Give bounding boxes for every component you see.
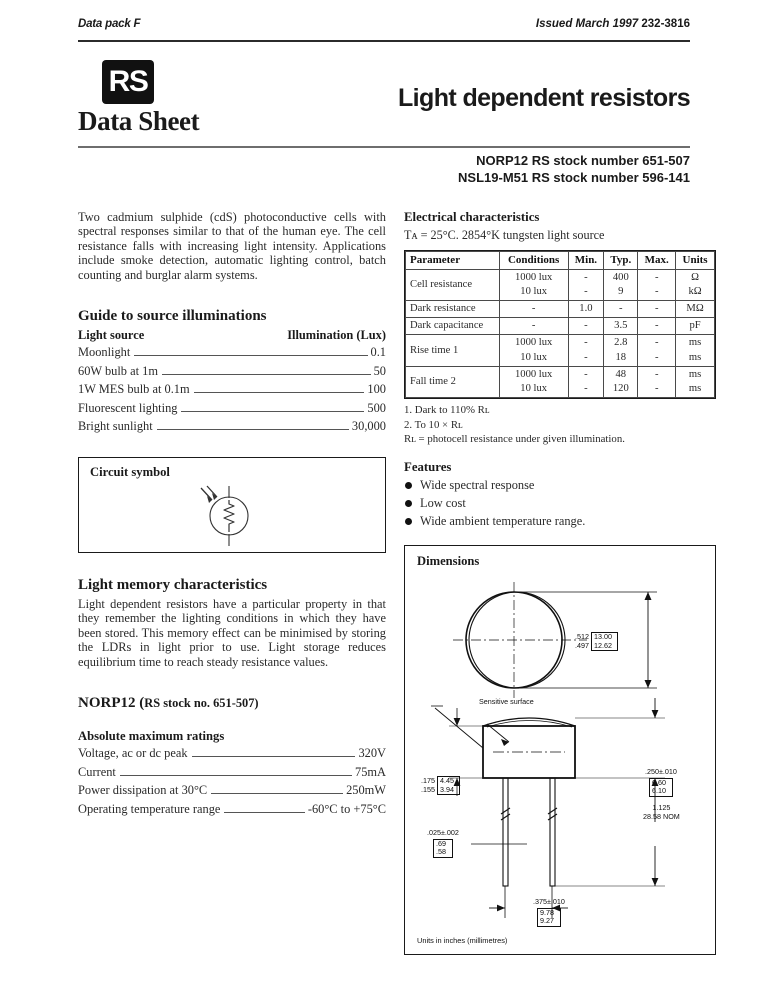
sensitive-surface-label: Sensitive surface [479,696,534,706]
issued-date: Issued March 1997 [535,18,639,30]
list-item: Wide ambient temperature range. [404,513,716,531]
ratings-heading: Absolute maximum ratings [78,728,225,743]
list-item: Wide spectral response [404,477,716,495]
issue-info [536,18,690,30]
page-title: Light dependent resistors [398,84,690,112]
col-typ: Typ. [604,252,638,270]
table-row: Dark capacitance - - 3.5 - pF [406,318,715,335]
illumination-heading: Guide to source illuminations [78,307,267,324]
ldr-circuit-symbol-icon [179,474,279,554]
table-row: Rise time 1 1000 lux 10 lux - - 2.8 18 - - ms ms [406,335,715,366]
lead-spacing-dimension: .375±.010 9.78 9.27 [533,896,565,926]
electrical-table-wrapper [404,250,716,399]
overall-height-dimension: .250±.010 6.60 6.10 [645,766,677,796]
dimensions-box [404,545,716,955]
circuit-symbol-label: Circuit symbol [90,465,170,479]
illumination-col-value: Illumination (Lux) [287,327,386,342]
electrical-conditions-note: Tᴀ = 25°C. 2854°K tungsten light source [404,228,605,242]
intro-paragraph: Two cadmium sulphide (cdS) photoconductive cells with spectral responses similar to that of the human eye. The cell resistance falls with increasing light intensity. Applications include smoke detection, automatic lighting control, batch counting and burglar alarm systems. [78,210,386,282]
illumination-table-header [78,328,386,343]
ratings-list [78,744,386,818]
list-item: Power dissipation at 30°C 250mW [78,783,386,798]
col-parameter: Parameter [406,252,500,270]
norp12-heading: NORP12 (RS stock no. 651-507) [78,694,259,711]
list-item: Current 75mA [78,764,386,779]
stock-line-nsl19: NSL19-M51 RS stock number 596-141 [458,170,690,186]
header-divider [78,40,690,42]
features-heading: Features [404,459,452,474]
list-item: Low cost [404,495,716,513]
data-pack-label: Data pack F [78,18,141,30]
electrical-heading: Electrical characteristics [404,210,540,224]
table-header-row [406,252,715,270]
right-column [404,210,716,955]
col-units: Units [676,252,715,270]
illumination-col-source: Light source [78,327,145,342]
title-divider [78,146,690,148]
table-row: Dark resistance - 1.0 - - MΩ [406,301,715,318]
page-header [78,18,690,42]
units-note: Units in inches (millimetres) [417,935,508,945]
list-item: 1W MES bulb at 0.1m 100 [78,382,386,397]
illumination-list [78,343,386,436]
col-max: Max. [638,252,676,270]
col-min: Min. [568,252,604,270]
diameter-dimension: .512 .497 13.00 12.62 [575,632,618,652]
list-item: Bright sunlight 30,000 [78,419,386,434]
body-height-dimension: .175 .155 4.45 3.94 [421,776,460,796]
list-item: 60W bulb at 1m 50 [78,363,386,378]
circuit-symbol-box [78,457,386,553]
document-number: 232-3816 [641,18,690,30]
footnote-3: Rʟ = photocell resistance under given illumination. [404,433,625,446]
footnote-2: 2. To 10 × Rʟ [404,418,463,431]
stock-line-norp12: NORP12 RS stock number 651-507 [476,153,690,168]
dimensions-label: Dimensions [417,553,480,568]
lead-length-dimension: 1.125 28.58 NOM [643,802,680,821]
list-item: Voltage, ac or dc peak 320V [78,745,386,760]
col-conditions: Conditions [499,252,568,270]
light-memory-paragraph: Light dependent resistors have a particular property in that they remember the lighting conditions in which they have been stored. This memory effect can be minimised by storing the LDRs in light prior to use. Light storage reduces equilibrium time to reach steady resistance values. [78,597,386,669]
top-view-drawing [409,576,709,706]
list-item: Fluorescent lighting 500 [78,400,386,415]
table-row: Cell resistance 1000 lux 10 lux - - 400 9 - - Ω kΩ [406,269,715,300]
list-item: Moonlight 0.1 [78,344,386,359]
list-item: Operating temperature range -60°C to +75°C [78,801,386,816]
light-memory-heading: Light memory characteristics [78,577,268,593]
footnote-1: 1. Dark to 110% Rʟ [404,404,490,417]
electrical-characteristics-table [405,251,715,398]
table-footnotes [404,403,716,447]
lead-diameter-dimension: .025±.002 .69 .58 [427,827,459,857]
table-row: Fall time 2 1000 lux 10 lux - - 48 120 - - ms ms [406,366,715,397]
rs-logo [102,60,154,104]
left-column [78,210,386,818]
data-sheet-wordmark: Data Sheet [78,106,200,136]
rs-logo-text: RS [108,65,148,98]
stock-numbers [458,152,690,186]
features-list [404,477,716,531]
